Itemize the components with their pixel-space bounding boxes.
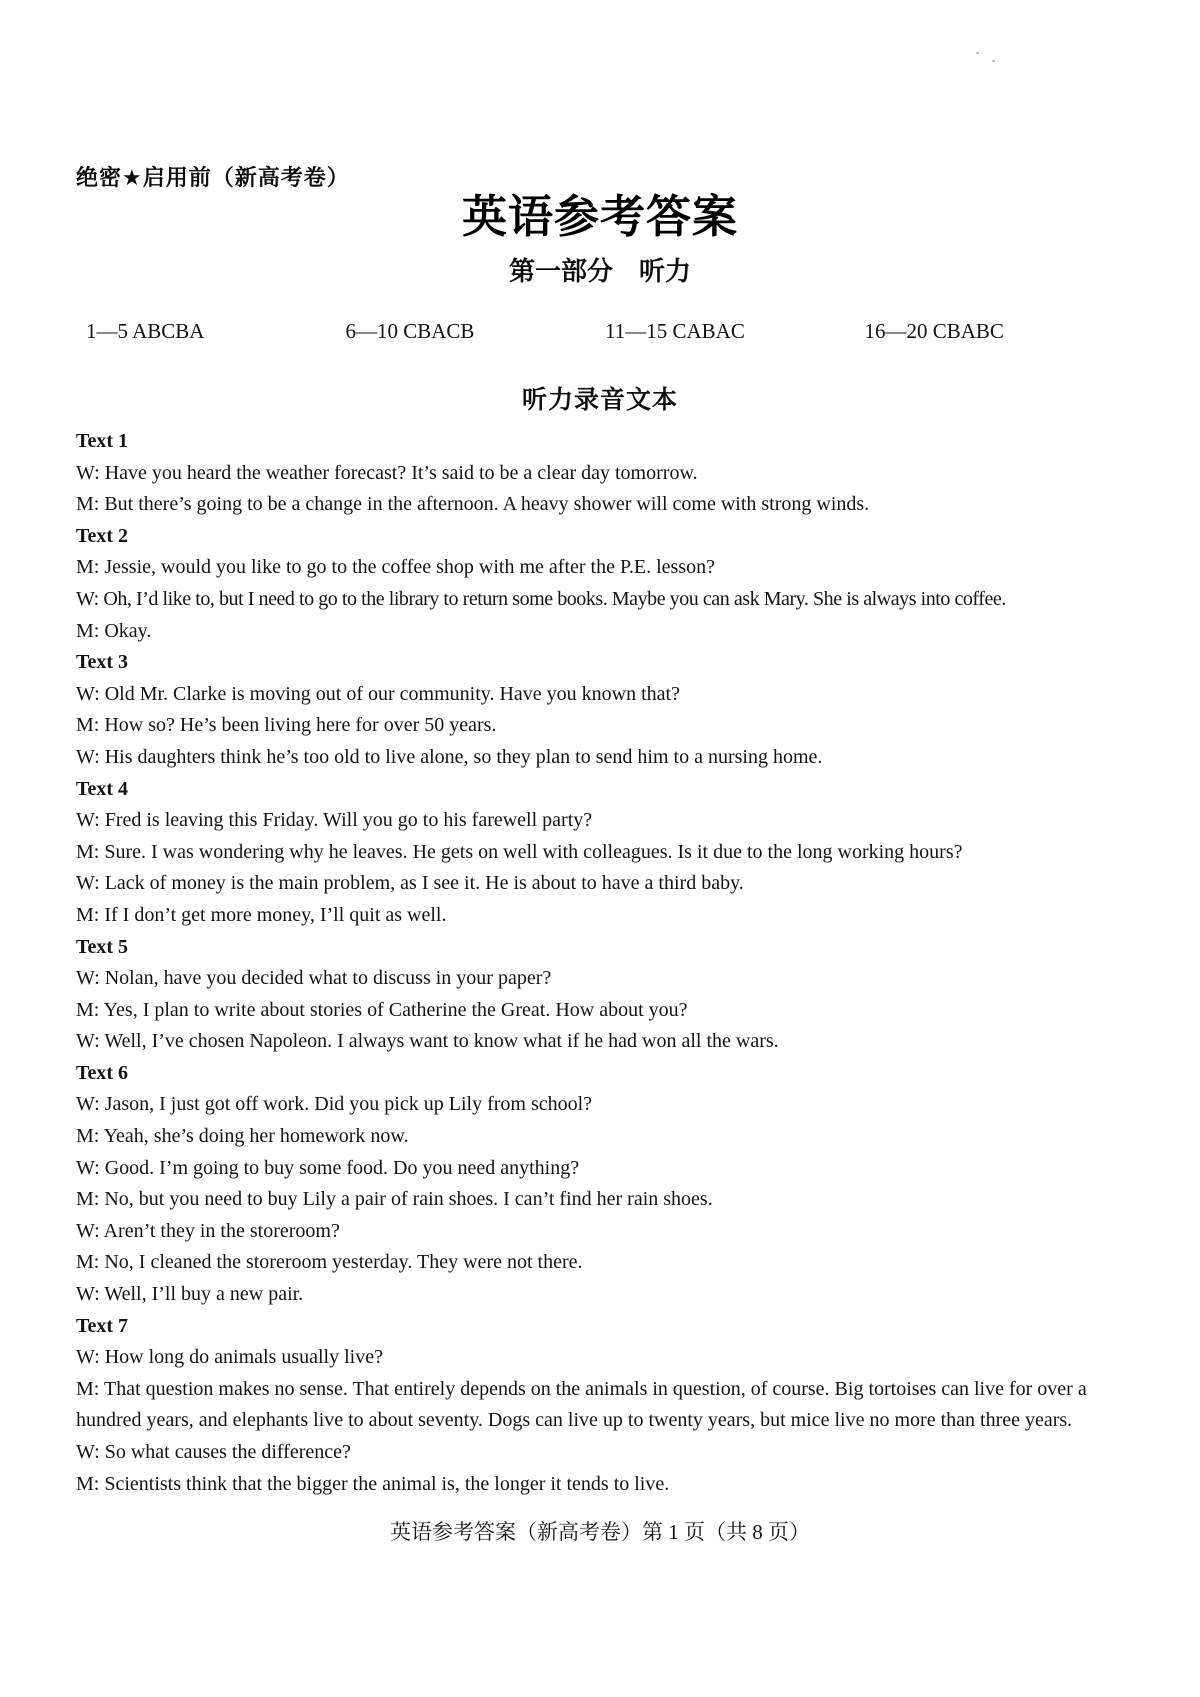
dialogue-line: W: Good. I’m going to buy some food. Do you need anything?: [76, 1156, 580, 1179]
dialogue-line: W: Old Mr. Clarke is moving out of our community. Have you known that?: [76, 682, 680, 705]
transcript-text-label: Text 2: [76, 524, 129, 547]
answers-11-15: 11—15 CABAC: [605, 319, 745, 343]
dialogue-line: W: Fred is leaving this Friday. Will you go to his farewell party?: [76, 809, 593, 832]
scan-speck: [992, 60, 995, 62]
transcript-text-label: Text 6: [76, 1061, 129, 1084]
dialogue-line: M: Okay.: [76, 619, 152, 642]
transcript-block: [76, 647, 1124, 773]
transcript-text-label: Text 3: [76, 651, 129, 674]
dialogue-line: W: Well, I’ve chosen Napoleon. I always want to know what if he had won all the wars.: [76, 1030, 779, 1053]
dialogue-line: W: Oh, I’d like to, but I need to go to the library to return some books. Maybe you can ask Mary. She is always into coffee.: [76, 587, 1006, 610]
transcript-text-label: Text 5: [76, 935, 129, 958]
transcript-block: [76, 1058, 1124, 1311]
dialogue-line: W: Aren’t they in the storeroom?: [76, 1219, 340, 1242]
dialogue-line: M: No, I cleaned the storeroom yesterday. They were not there.: [76, 1251, 583, 1274]
page-title: 英语参考答案: [461, 191, 738, 242]
page-footer: 英语参考答案（新高考卷）第 1 页（共 8 页）: [390, 1520, 810, 1545]
dialogue-line: M: Sure. I was wondering why he leaves. He gets on well with colleagues. Is it due to the long working hours?: [76, 840, 963, 863]
dialogue-line: W: Nolan, have you decided what to discuss in your paper?: [76, 967, 552, 990]
transcript-text-label: Text 1: [76, 430, 129, 452]
dialogue-line: W: How long do animals usually live?: [76, 1346, 383, 1369]
part-one-heading: 第一部分 听力: [508, 256, 691, 286]
transcript-text-label: Text 7: [76, 1314, 129, 1337]
dialogue-line: M: Yeah, she’s doing her homework now.: [76, 1125, 409, 1148]
dialogue-line: W: So what causes the difference?: [76, 1441, 351, 1463]
dialogue-line: M: But there’s going to be a change in the afternoon. A heavy shower will come with strong winds.: [76, 493, 870, 516]
answers-16-20: 16—20 CBABC: [864, 319, 1004, 343]
dialogue-line: M: Jessie, would you like to go to the coffee shop with me after the P.E. lesson?: [76, 556, 715, 579]
dialogue-line: M: If I don’t get more money, I’ll quit as well.: [76, 903, 447, 926]
dialogue-line: W: Jason, I just got off work. Did you pick up Lily from school?: [76, 1093, 593, 1116]
transcript-block: [76, 521, 1124, 647]
transcript: [76, 426, 1124, 1500]
dialogue-line: W: His daughters think he’s too old to live alone, so they plan to send him to a nursing home.: [76, 745, 823, 768]
transcript-heading: 听力录音文本: [521, 386, 678, 414]
security-note: 绝密★启用前（新高考卷）: [76, 165, 350, 190]
scan-speck: [976, 52, 979, 54]
dialogue-line: M: Scientists think that the bigger the animal is, the longer it tends to live.: [76, 1472, 670, 1495]
dialogue-line: M: No, but you need to buy Lily a pair of rain shoes. I can’t find her rain shoes.: [76, 1188, 713, 1211]
transcript-text-label: Text 4: [76, 777, 129, 800]
dialogue-line: W: Have you heard the weather forecast? It’s said to be a clear day tomorrow.: [76, 461, 698, 484]
transcript-block: [76, 1311, 1124, 1501]
answers-1-5: 1—5 ABCBA: [86, 319, 205, 343]
dialogue-line: W: Well, I’ll buy a new pair.: [76, 1283, 304, 1306]
dialogue-line: M: That question makes no sense. That entirely depends on the animals in question, of course. Big tortoises can live for over a hundred years, and elephants live to about seventy. Dogs can live up to twenty years, but mice live no more than three years.: [76, 1377, 1087, 1432]
dialogue-line: W: Lack of money is the main problem, as I see it. He is about to have a third baby.: [76, 872, 744, 895]
transcript-block: [76, 932, 1124, 1058]
dialogue-line: M: Yes, I plan to write about stories of Catherine the Great. How about you?: [76, 998, 688, 1021]
answers-6-10: 6—10 CBACB: [345, 319, 475, 343]
transcript-block: [76, 774, 1124, 932]
listening-answers-row: [76, 318, 1124, 344]
transcript-block: [76, 426, 1124, 521]
dialogue-line: M: How so? He’s been living here for over 50 years.: [76, 714, 497, 737]
